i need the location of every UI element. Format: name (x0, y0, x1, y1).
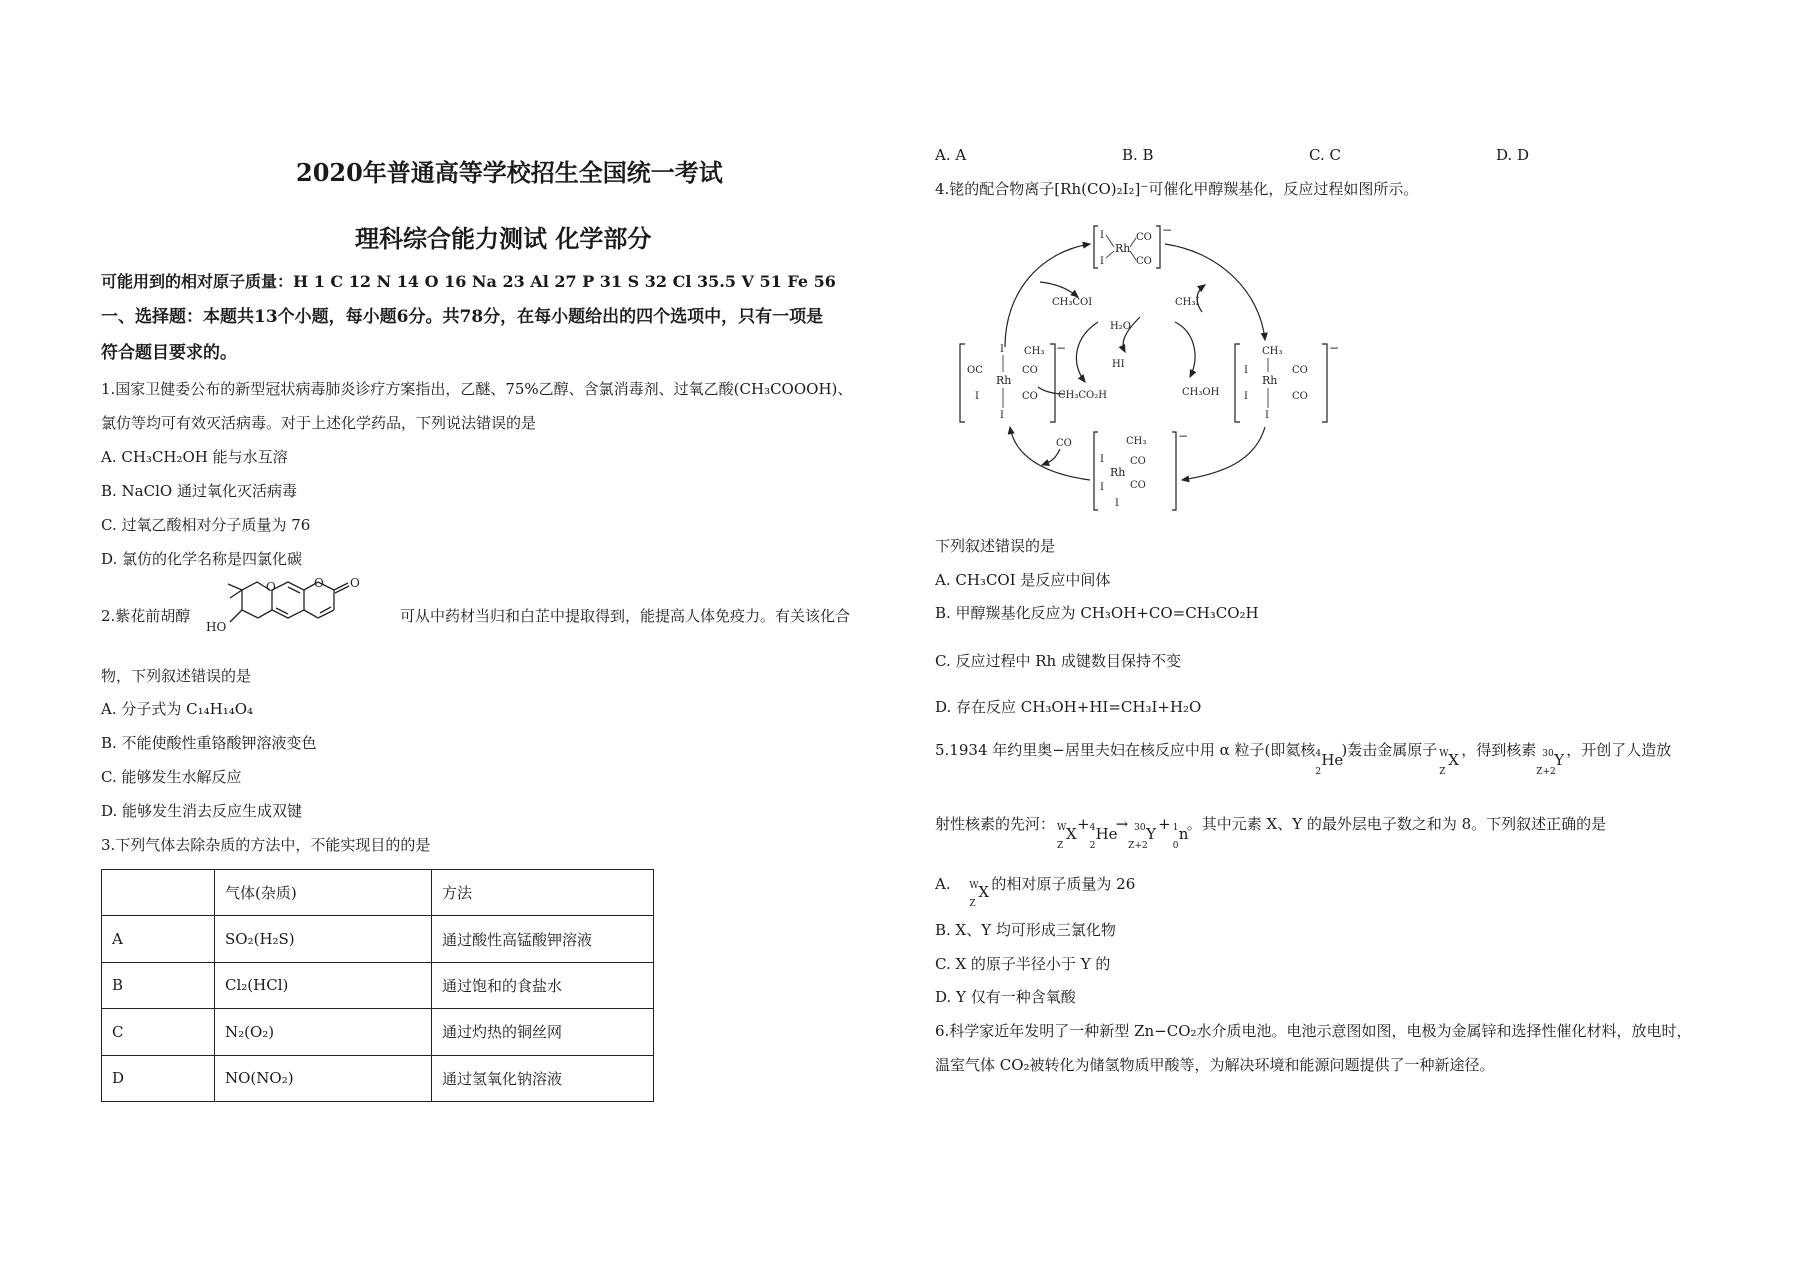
table-cell: 通过酸性高锰酸钾溶液 (432, 916, 654, 962)
table-cell: 通过灼热的铜丝网 (432, 1009, 654, 1055)
q3-answer-a: A. A (935, 146, 967, 164)
q5-option-a-text: 的相对原子质量为 26 (991, 875, 1136, 893)
diag-co: CO (1130, 456, 1146, 467)
q5-option-a (935, 875, 1136, 909)
eq-plus: + (1158, 815, 1171, 833)
diag-co: CO (1136, 256, 1152, 267)
table-row (102, 962, 654, 1008)
q4-option-c: C. 反应过程中 Rh 成键数目保持不变 (935, 652, 1181, 670)
diag-i: I (1265, 410, 1269, 421)
q2-stem-prefix: 2.紫花前胡醇 (101, 607, 191, 625)
q5-text-a: 5.1934 年约里奥−居里夫妇在核反应中用 α 粒子(即氦核 (935, 741, 1316, 759)
nuc-symbol: Y (1554, 751, 1565, 769)
table-header-cell: 气体(杂质) (215, 870, 432, 916)
nuc-symbol: X (1066, 825, 1077, 843)
diag-i: I (1100, 482, 1104, 493)
struct-ho: HO (206, 620, 227, 634)
q5-line2 (935, 815, 1607, 851)
diag-rh-bottom: Rh (1110, 466, 1126, 479)
nuc-symbol: He (1321, 751, 1344, 769)
nuc-mass: W (969, 881, 979, 891)
q5-text-e: 射性核素的先河： (935, 815, 1056, 833)
q1-option-b: B. NaClO 通过氧化灭活病毒 (101, 482, 297, 500)
diag-ch3: CH₃ (1126, 436, 1147, 447)
nuc-symbol: X (1448, 751, 1459, 769)
q4-question: 下列叙述错误的是 (935, 537, 1056, 555)
diag-co: CO (1292, 365, 1308, 376)
table-cell: D (102, 1055, 215, 1101)
q4-option-d: D. 存在反应 CH₃OH+HI=CH₃I+H₂O (935, 698, 1202, 716)
q2-stem-suffix: 可从中药材当归和白芷中提取得到，能提高人体免疫力。有关该化合 (400, 607, 851, 625)
struct-o-carbonyl: O (350, 578, 360, 590)
page-subtitle: 理科综合能力测试 化学部分 (355, 224, 652, 253)
diag-hi: HI (1112, 359, 1125, 370)
table-cell: SO₂(H₂S) (215, 916, 432, 962)
table-header-row (102, 870, 654, 916)
diag-i: I (1115, 498, 1119, 509)
nuc-mass: W (1439, 749, 1449, 759)
diag-co: CO (1022, 365, 1038, 376)
q1-option-a: A. CH₃CH₂OH 能与水互溶 (101, 448, 288, 466)
q2-option-b: B. 不能使酸性重铬酸钾溶液变色 (101, 734, 317, 752)
table-cell: A (102, 916, 215, 962)
nuc-atomic: Z+2 (1128, 841, 1148, 851)
q5-text-b: )轰击金属原子 (1341, 741, 1438, 759)
q4-option-a: A. CH₃COI 是反应中间体 (935, 571, 1111, 589)
table-cell: NO(NO₂) (215, 1055, 432, 1101)
section-heading-line2: 符合题目要求的。 (101, 343, 237, 363)
diag-i: I (975, 391, 979, 402)
page-title: 2020年普通高等学校招生全国统一考试 (296, 158, 723, 187)
nuc-mass: 4 (1315, 749, 1322, 759)
diag-i: I (1000, 344, 1004, 355)
diag-ch3: CH₃ (1262, 346, 1283, 357)
q5-text-d: ，开创了人造放 (1566, 741, 1672, 759)
diag-ch3oh: CH₃OH (1182, 387, 1220, 398)
diag-rh-top: Rh (1115, 242, 1131, 255)
section-heading-line1: 一、选择题：本题共13个小题，每小题6分。共78分，在每小题给出的四个选项中，只有一项是 (101, 307, 824, 327)
q5-option-d: D. Y 仅有一种含氧酸 (935, 988, 1076, 1006)
table-cell: Cl₂(HCl) (215, 962, 432, 1008)
q3-table (101, 869, 654, 1102)
diag-co: CO (1130, 480, 1146, 491)
diag-ch3: CH₃ (1024, 346, 1045, 357)
diag-charge: − (1056, 341, 1067, 355)
nuc-atomic: Z (969, 899, 976, 909)
diag-i: I (1100, 454, 1104, 465)
diag-rh-right: Rh (1262, 374, 1278, 387)
q1-stem-line2: 氯仿等均可有效灭活病毒。对于上述化学药品，下列说法错误的是 (101, 414, 537, 432)
q6-line2: 温室气体 CO₂被转化为储氢物质甲酸等，为解决环境和能源问题提供了一种新途径。 (935, 1056, 1495, 1074)
table-cell: N₂(O₂) (215, 1009, 432, 1055)
nuc-atomic: 2 (1089, 841, 1096, 851)
diag-charge: − (1178, 429, 1189, 443)
diag-i: I (1244, 391, 1248, 402)
q5-line1 (935, 741, 1672, 777)
q5-option-c: C. X 的原子半径小于 Y 的 (935, 955, 1111, 973)
q1-option-d: D. 氯仿的化学名称是四氯化碳 (101, 550, 303, 568)
nuc-mass: 1 (1172, 823, 1179, 833)
diag-ch3co2h: CH₃CO₂H (1058, 390, 1107, 401)
nuc-symbol: Y (1146, 825, 1157, 843)
q2-stem-line2: 物，下列叙述错误的是 (101, 667, 252, 685)
diag-co-in: CO (1056, 438, 1072, 449)
nuc-atomic: 2 (1315, 767, 1322, 777)
q4-option-b: B. 甲醇羰基化反应为 CH₃OH+CO=CH₃CO₂H (935, 604, 1259, 622)
diag-co: CO (1136, 232, 1152, 243)
q3-answer-d: D. D (1496, 146, 1530, 164)
nuc-atomic: Z (1057, 841, 1064, 851)
diag-co: CO (1022, 391, 1038, 402)
table-cell: 通过氢氧化钠溶液 (432, 1055, 654, 1101)
nuc-symbol: He (1095, 825, 1118, 843)
nuc-mass: W (1057, 823, 1067, 833)
decursinol-structure (200, 578, 408, 646)
diag-ch3i: CH₃I (1175, 297, 1200, 308)
q3-answer-c: C. C (1309, 146, 1341, 164)
nuc-mass: 30 (1542, 749, 1554, 759)
q2-option-d: D. 能够发生消去反应生成双键 (101, 802, 303, 820)
struct-o-lactone: O (314, 578, 324, 590)
nuc-atomic: Z+2 (1536, 767, 1556, 777)
q5-option-b: B. X、Y 均可形成三氯化物 (935, 921, 1116, 939)
q5-text-c: ，得到核素 (1461, 741, 1537, 759)
q3-stem: 3.下列气体去除杂质的方法中，不能实现目的的是 (101, 836, 431, 854)
table-header-cell (102, 870, 215, 916)
eq-plus: + (1077, 815, 1090, 833)
nuc-symbol: n (1178, 825, 1189, 843)
q1-stem-line1: 1.国家卫健委公布的新型冠状病毒肺炎诊疗方案指出，乙醚、75%乙醇、含氯消毒剂、过氧乙酸(CH₃COOOH)、 (101, 380, 853, 398)
q1-option-c: C. 过氧乙酸相对分子质量为 76 (101, 516, 311, 534)
diag-i: I (1000, 410, 1004, 421)
q5-option-a-label: A. (935, 875, 951, 893)
diag-h2o: H₂O (1110, 321, 1131, 332)
q6-line1: 6.科学家近年发明了一种新型 Zn−CO₂水介质电池。电池示意图如图，电极为金属锌和选择性催化材料，放电时， (935, 1022, 1692, 1040)
table-header-cell: 方法 (432, 870, 654, 916)
diag-i: I (1100, 230, 1104, 241)
q2-option-c: C. 能够发生水解反应 (101, 768, 242, 786)
q2-option-a: A. 分子式为 C₁₄H₁₄O₄ (101, 700, 254, 718)
diag-charge: − (1329, 341, 1340, 355)
diag-rh-left: Rh (996, 374, 1012, 387)
diag-charge: − (1162, 223, 1173, 237)
struct-o-ring: O (266, 580, 276, 594)
q4-stem: 4.铑的配合物离子[Rh(CO)₂I₂]⁻可催化甲醇羰基化，反应过程如图所示。 (935, 180, 1419, 198)
nuc-atomic: Z (1439, 767, 1446, 777)
nuc-mass: 4 (1089, 823, 1096, 833)
nuc-mass: 30 (1134, 823, 1146, 833)
diag-oc: OC (967, 365, 983, 376)
table-row (102, 1009, 654, 1055)
diag-co: CO (1292, 391, 1308, 402)
nuc-symbol: X (978, 883, 990, 901)
eq-arrow: → (1115, 815, 1129, 833)
q5-text-f: 。其中元素 X、Y 的最外层电子数之和为 8。下列叙述正确的是 (1186, 815, 1607, 833)
catalytic-cycle-diagram (950, 222, 1340, 512)
nuc-atomic: 0 (1172, 841, 1179, 851)
table-cell: B (102, 962, 215, 1008)
diag-i: I (1100, 256, 1104, 267)
table-row (102, 1055, 654, 1101)
diag-ch3coi: CH₃COI (1052, 297, 1093, 308)
table-cell: 通过饱和的食盐水 (432, 962, 654, 1008)
atomic-mass-line: 可能用到的相对原子质量：H 1 C 12 N 14 O 16 Na 23 Al 27 P 31 S 32 Cl 35.5 V 51 Fe 56 (101, 272, 836, 291)
diag-i: I (1244, 365, 1248, 376)
q3-answer-b: B. B (1122, 146, 1154, 164)
table-row (102, 916, 654, 962)
table-cell: C (102, 1009, 215, 1055)
